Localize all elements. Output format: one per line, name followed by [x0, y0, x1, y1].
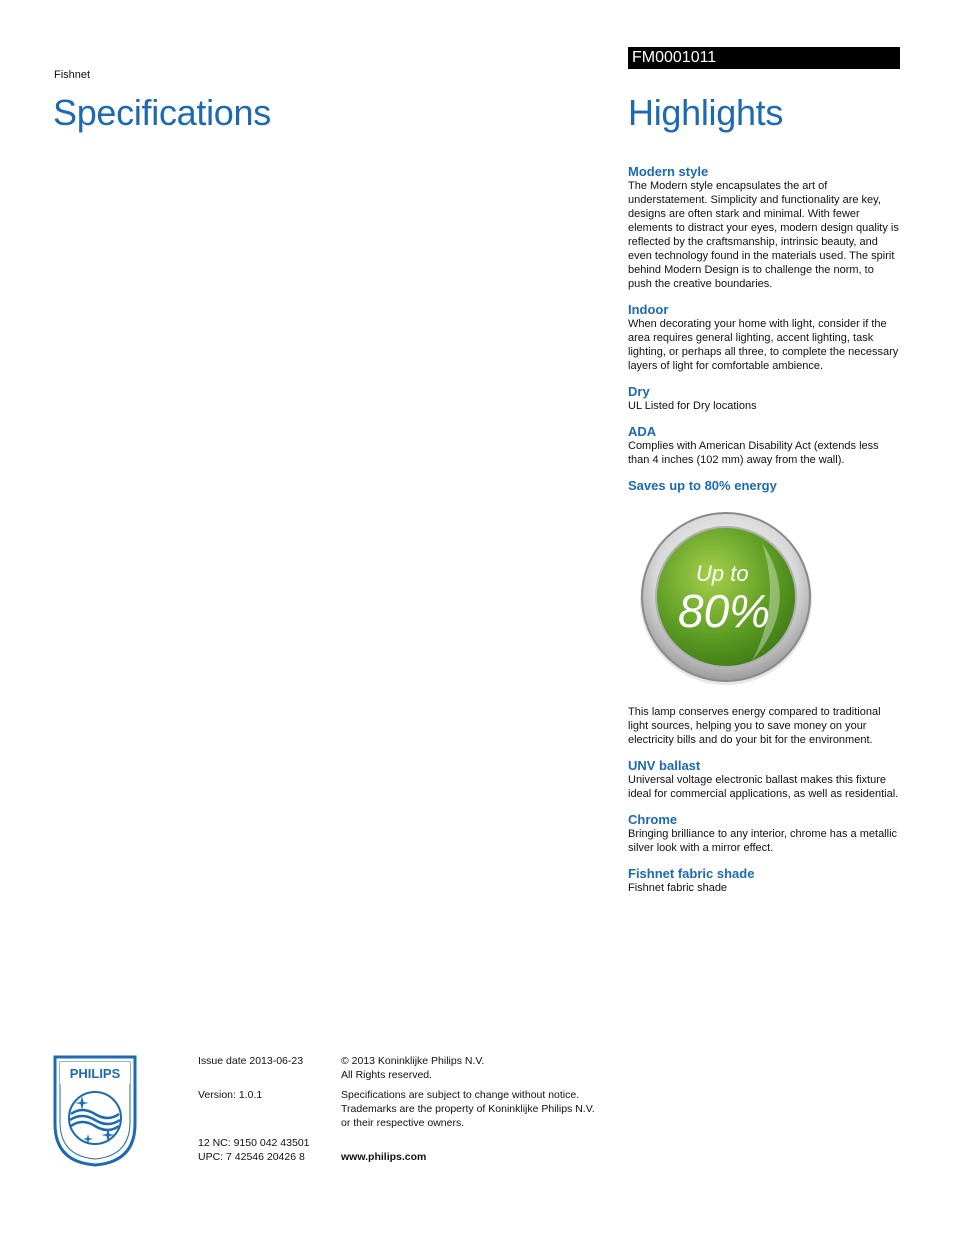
- philips-shield-icon: [52, 1054, 138, 1168]
- disclaimer-line-3: or their respective owners.: [341, 1117, 465, 1129]
- version: Version: 1.0.1: [198, 1089, 263, 1101]
- upc-number: UPC: 7 42546 20426 8: [198, 1151, 305, 1163]
- highlight-body: Bringing brilliance to any interior, chrome has a metallic silver look with a mirror effect.: [628, 828, 898, 854]
- copyright: © 2013 Koninklijke Philips N.V.: [341, 1055, 485, 1067]
- product-code-bar: FM0001011: [628, 47, 900, 69]
- highlight-heading: ADA: [628, 424, 657, 439]
- highlight-body: The Modern style encapsulates the art of understatement. Simplicity and functionality are key, designs are often stark and minimal. With fewer elements to distract your eyes, modern design quality is reflected by the craftsmanship, intrinsic beauty, and even technology found in the materials used. The spirit behind Modern Design is to challenge the norm, to push the creative boundaries.: [628, 180, 899, 290]
- energy-badge-graphic: [632, 503, 820, 691]
- highlight-heading: Indoor: [628, 302, 669, 317]
- rights: All Rights reserved.: [341, 1069, 433, 1081]
- highlight-body: Universal voltage electronic ballast makes this fixture ideal for commercial applications, as well as residential.: [628, 774, 899, 800]
- energy-badge: [632, 503, 820, 691]
- disclaimer-line-1: Specifications are subject to change without notice.: [341, 1089, 580, 1101]
- highlight-heading: Saves up to 80% energy: [628, 478, 777, 493]
- highlight-body: This lamp conserves energy compared to traditional light sources, helping you to save money on your electricity bills and do your bit for the environment.: [628, 706, 881, 746]
- highlight-body: Complies with American Disability Act (extends less than 4 inches (102 mm) away from the wall).: [628, 440, 879, 466]
- highlight-ada: [628, 425, 900, 467]
- nc-number: 12 NC: 9150 042 43501: [198, 1137, 310, 1149]
- product-name: Fishnet: [54, 69, 91, 81]
- disclaimer-line-2: Trademarks are the property of Koninklijke Philips N.V.: [341, 1103, 595, 1115]
- footer-meta: [198, 1054, 328, 1164]
- website-link[interactable]: www.philips.com: [341, 1151, 427, 1163]
- highlight-modern-style: [628, 165, 900, 291]
- highlight-heading: Fishnet fabric shade: [628, 866, 755, 881]
- specifications-title: Specifications: [53, 92, 271, 133]
- badge-up-to-label: Up to: [696, 561, 749, 586]
- badge-percent-value: 80%: [678, 585, 771, 637]
- highlight-energy: [628, 479, 900, 747]
- highlight-heading: Modern style: [628, 164, 709, 179]
- footer-legal: [341, 1054, 621, 1164]
- highlight-fishnet-shade: [628, 867, 900, 895]
- highlights-title: Highlights: [628, 92, 784, 133]
- highlight-heading: Chrome: [628, 812, 678, 827]
- highlight-body: Fishnet fabric shade: [628, 882, 728, 894]
- philips-logo: [52, 1054, 138, 1168]
- highlight-dry: [628, 385, 900, 413]
- highlight-heading: Dry: [628, 384, 650, 399]
- issue-date: Issue date 2013-06-23: [198, 1055, 304, 1067]
- highlight-indoor: [628, 303, 900, 373]
- highlight-body: When decorating your home with light, consider if the area requires general lighting, accent lighting, task lighting, or perhaps all three, to complete the necessary layers of light for comfortable ambience.: [628, 318, 899, 372]
- highlight-chrome: [628, 813, 900, 855]
- highlight-body: UL Listed for Dry locations: [628, 400, 757, 412]
- highlight-unv-ballast: [628, 759, 900, 801]
- highlights-column: [628, 165, 900, 907]
- highlight-heading: UNV ballast: [628, 758, 701, 773]
- philips-logo-text: PHILIPS: [69, 1066, 121, 1081]
